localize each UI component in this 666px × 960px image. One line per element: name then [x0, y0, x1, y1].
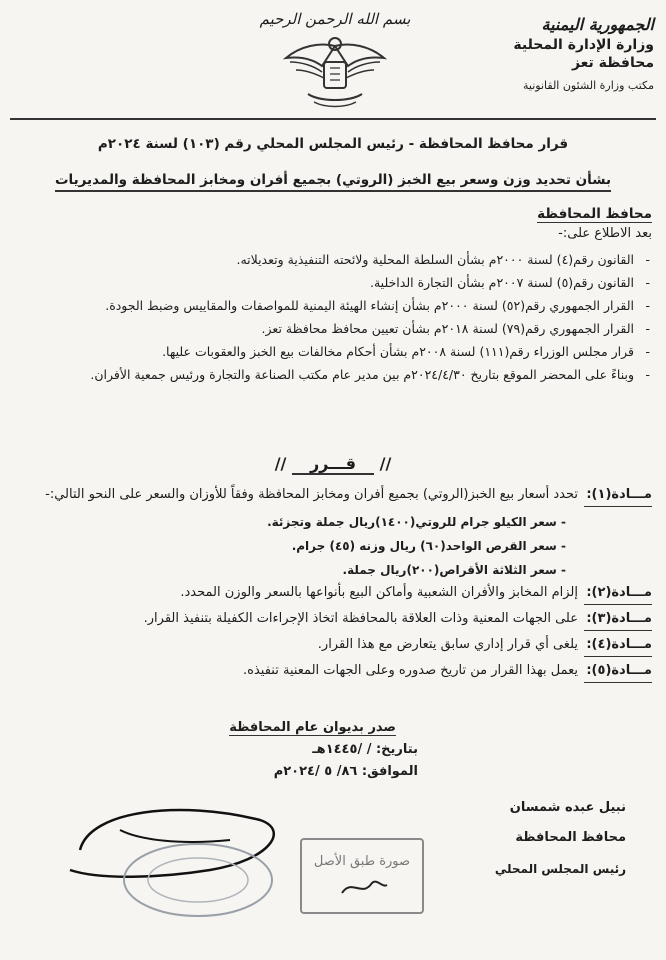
article-label: مـــادة(٤): [584, 634, 652, 657]
article-5 [16, 660, 652, 683]
article-text: يلغى أي قرار إداري سابق يتعارض مع هذا القرار. [317, 637, 578, 652]
stamp-text: صورة طبق الأصل [313, 854, 411, 869]
issued-at: صدر بديوان عام المحافظة [229, 720, 396, 735]
true-copy-stamp [300, 838, 424, 914]
decree-subject-text: بشأن تحديد وزن وسعر بيع الخبز (الروتي) بجميع أفران ومخابز المحافظة والمديريات [55, 172, 611, 192]
office-name: مكتب وزارة الشئون القانونية [523, 79, 654, 93]
signatory-role: محافظ المحافظة [515, 830, 626, 845]
list-item: - قرار مجلس الوزراء رقم(١١١) لسنة ٢٠٠٨م بشأن أحكام مخالفات بيع الخبز والعقوبات عليها. [22, 340, 652, 363]
list-item: - القرار الجمهوري رقم(٥٢) لسنة ٢٠٠٠م بشأن إنشاء الهيئة اليمنية للمواصفات والمقاييس وضبط الجودة. [22, 294, 652, 317]
article-4 [16, 634, 652, 657]
article-text: تحدد أسعار بيع الخبز(الروتي) بجميع أفران ومخابز المحافظة وفقاً للأوزان والسعر على النحو التالي:- [45, 487, 578, 502]
article-1 [16, 484, 652, 507]
decision-heading [0, 454, 666, 473]
stamp-scribble [332, 873, 392, 903]
legal-references-list [22, 248, 652, 386]
list-item: - القرار الجمهوري رقم(٧٩) لسنة ٢٠١٨م بشأن تعيين محافظ محافظة تعز. [22, 317, 652, 340]
signatory-role-secondary: رئيس المجلس المحلي [494, 862, 626, 876]
article-text: يعمل بهذا القرار من تاريخ صدوره وعلى الجهات المعنية تنفيذه. [243, 663, 578, 678]
ministry-name: وزارة الإدارة المحلية [513, 36, 654, 53]
price-item: - سعر الثلاثة الأقراص(٢٠٠)ريال جملة. [342, 563, 566, 577]
gregorian-date: الموافق: ٨٦/ ٥ /٢٠٢٤م [273, 764, 418, 779]
article-3 [16, 608, 652, 631]
header-divider [10, 118, 656, 120]
article-text: على الجهات المعنية وذات العلاقة بالمحافظة اتخاذ الإجراءات الكفيلة بتنفيذ القرار. [143, 611, 578, 626]
after-review-heading: بعد الاطلاع على:- [558, 226, 652, 241]
heading-mark-right: // [379, 454, 392, 473]
price-item: - سعر القرص الواحد(٦٠) ريال وزنه (٤٥) جرام. [291, 539, 566, 553]
decision-word: قـــرر [292, 454, 374, 475]
article-2 [16, 582, 652, 605]
list-item: - القانون رقم(٤) لسنة ٢٠٠٠م بشأن السلطة المحلية ولائحته التنفيذية وتعديلاته. [22, 248, 652, 271]
article-label: مـــادة(٥): [584, 660, 652, 683]
article-label: مـــادة(٣): [584, 608, 652, 631]
basmala: بسم الله الرحمن الرحيم [259, 10, 411, 28]
governor-heading: محافظ المحافظة [537, 206, 652, 222]
hijri-date: بتاريخ: / /١٤٤٥هـ [312, 742, 418, 757]
signatory-name: نبيل عبده شمسان [509, 800, 626, 815]
article-text: إلزام المخابز والأفران الشعبية وأماكن البيع بأنواعها بالسعر والوزن المحدد. [180, 585, 578, 600]
price-item: - سعر الكيلو جرام للروتي(١٤٠٠)ريال جملة وتجزئة. [267, 515, 566, 529]
article-label: مـــادة(٢): [584, 582, 652, 605]
yemen-eagle-emblem-icon [280, 32, 390, 112]
round-seal-icon [118, 840, 278, 920]
list-item: - وبناءً على المحضر الموقع بتاريخ ٢٠٢٤/٤/٣٠م بين مدير عام مكتب الصناعة والتجارة ورئيس جمعية الأفران. [22, 363, 652, 386]
heading-mark-left: // [274, 454, 287, 473]
decree-title: قرار محافظ المحافظة - رئيس المجلس المحلي رقم (١٠٣) لسنة ٢٠٢٤م [97, 136, 569, 152]
article-label: مـــادة(١): [584, 484, 652, 507]
country-name: الجمهورية اليمنية [541, 15, 654, 34]
articles-section [16, 484, 652, 686]
decree-subject [20, 172, 646, 188]
list-item: - القانون رقم(٥) لسنة ٢٠٠٧م بشأن التجارة الداخلية. [22, 271, 652, 294]
letterhead [454, 14, 654, 94]
governorate-name: محافظة تعز [571, 55, 654, 72]
